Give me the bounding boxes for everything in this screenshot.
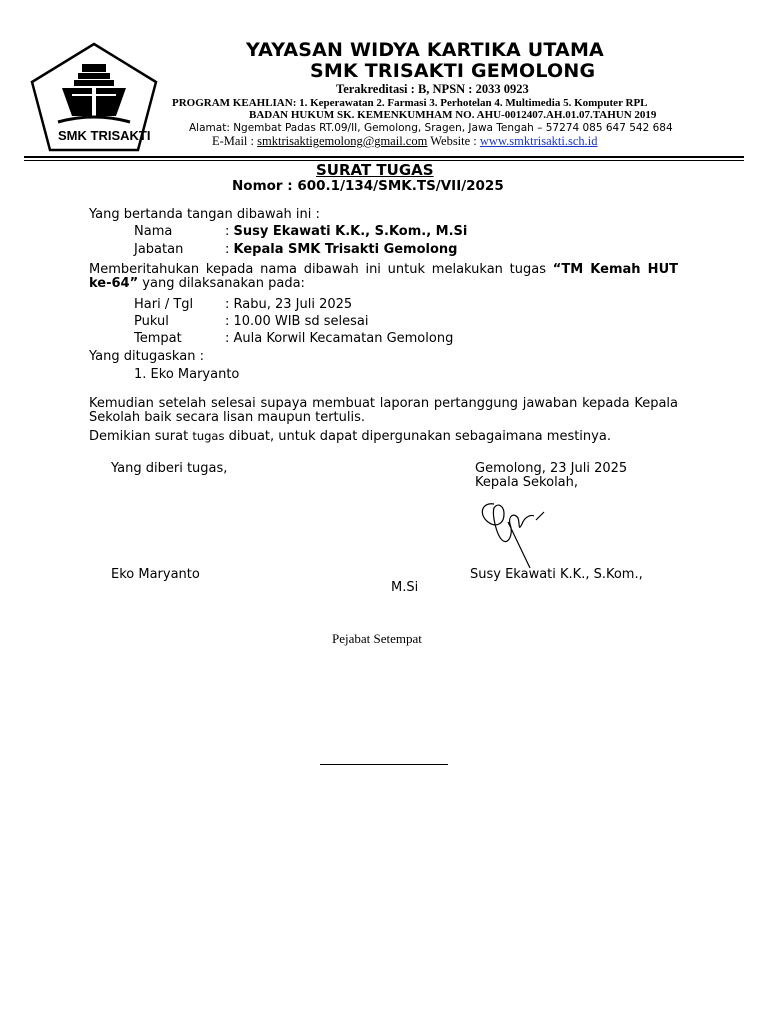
closing-paragraph-1: Kemudian setelah selesai supaya membuat laporan pertanggung jawaban kepada Kepala Sekolah baik secara lisan maupun tertulis. (89, 396, 678, 425)
right-sign-name: Susy Ekawati K.K., S.Kom., (470, 567, 643, 582)
position-row: : Kepala SMK Trisakti Gemolong (225, 242, 458, 257)
name-value: Susy Ekawati K.K., S.Kom., M.Si (233, 224, 468, 239)
place-value: : Aula Korwil Kecamatan Gemolong (225, 331, 454, 346)
legal-basis: BADAN HUKUM SK. KEMENKUMHAM NO. AHU-0012407.AH.01.07.TAHUN 2019 (249, 109, 657, 121)
notice-prefix: Memberitahukan kepada nama dibawah ini untuk melakukan tugas (89, 262, 553, 277)
svg-text:SMK TRISAKTI: SMK TRISAKTI (58, 128, 151, 143)
programs: PROGRAM KEAHLIAN: 1. Keperawatan 2. Farmasi 3. Perhotelan 4. Multimedia 5. Komputer RPL (172, 97, 648, 109)
school-logo (28, 42, 160, 154)
closing-2-a: Demikian surat (89, 429, 193, 444)
right-sign-name-cont: M.Si (391, 580, 419, 595)
assigned-label: Yang ditugaskan : (89, 349, 204, 364)
website-label: Website : (427, 134, 480, 148)
address: Alamat: Ngembat Padas RT.09/II, Gemolong, Sragen, Jawa Tengah – 57274 085 647 542 684 (189, 122, 673, 134)
notice-paragraph (89, 263, 678, 291)
closing-paragraph-2 (89, 429, 611, 444)
time-label: Pukul (134, 314, 169, 329)
letter-title: SURAT TUGAS (316, 161, 434, 179)
left-sign-name: Eko Maryanto (111, 567, 200, 582)
letter-number: Nomor : 600.1/134/SMK.TS/VII/2025 (232, 178, 504, 194)
day-value: : Rabu, 23 Juli 2025 (225, 297, 353, 312)
right-role: Kepala Sekolah, (475, 475, 579, 490)
closing-2-b: tugas (192, 429, 225, 443)
left-sign-label: Yang diberi tugas, (111, 461, 228, 476)
accreditation: Terakreditasi : B, NPSN : 2033 0923 (336, 82, 529, 96)
task-name: “TM Kemah HUT ke-64” (89, 262, 678, 291)
header-divider-thick (24, 156, 744, 158)
official-signature-line (320, 764, 448, 765)
notice-suffix: yang dilaksanakan pada: (138, 276, 305, 291)
school-name: SMK TRISAKTI GEMOLONG (310, 60, 596, 82)
website-link[interactable]: www.smktrisakti.sch.id (479, 134, 598, 148)
email-label: E-Mail : (212, 134, 258, 148)
position-value: Kepala SMK Trisakti Gemolong (233, 242, 458, 257)
day-label: Hari / Tgl (134, 297, 194, 312)
contact-line (212, 134, 598, 149)
intro-text: Yang bertanda tangan dibawah ini : (89, 207, 320, 222)
closing-2-c: dibuat, untuk dapat dipergunakan sebagaimana mestinya. (224, 429, 611, 444)
assigned-item: 1. Eko Maryanto (134, 367, 240, 382)
signature-icon (474, 494, 554, 574)
name-row: : Susy Ekawati K.K., S.Kom., M.Si (225, 224, 468, 239)
place-label: Tempat (134, 331, 182, 346)
name-label: Nama (134, 224, 173, 239)
foundation-name: YAYASAN WIDYA KARTIKA UTAMA (246, 39, 604, 61)
position-label: Jabatan (134, 242, 184, 257)
right-place-date: Gemolong, 23 Juli 2025 (475, 461, 628, 476)
time-value: : 10.00 WIB sd selesai (225, 314, 369, 329)
official-label: Pejabat Setempat (332, 631, 422, 646)
email-link[interactable]: smktrisaktigemolong@gmail.com (257, 134, 428, 148)
